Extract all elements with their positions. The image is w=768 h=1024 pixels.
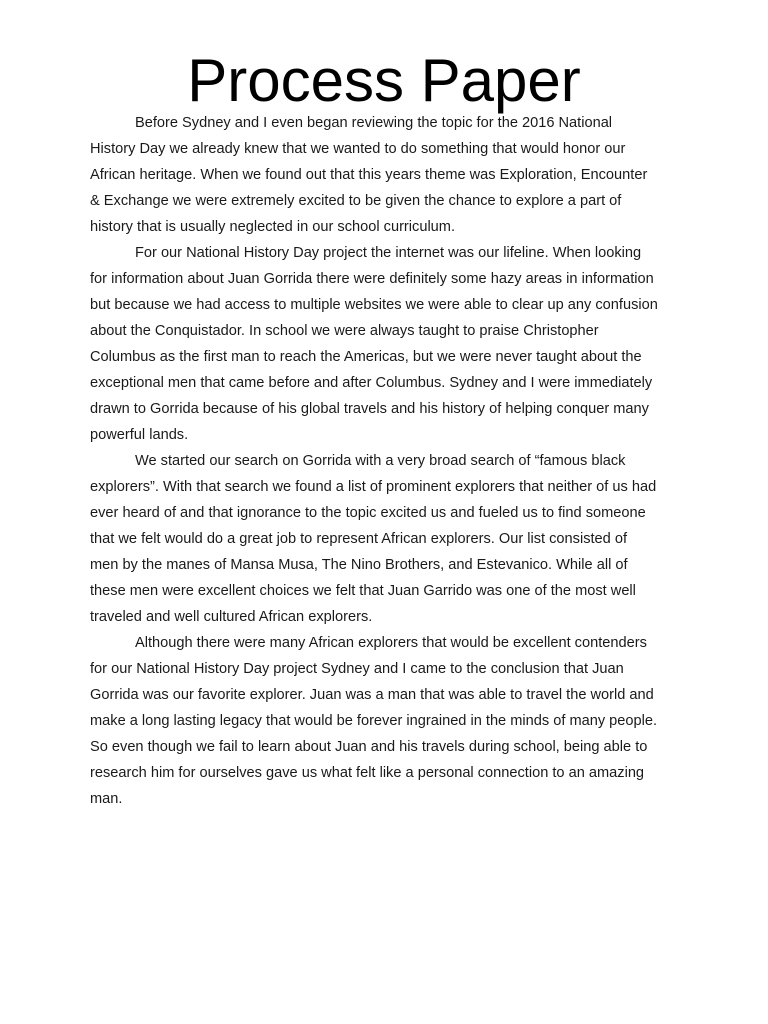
text-line: For our National History Day project the internet was our lifeline. When looking: [135, 245, 642, 261]
text-line: explorers”. With that search we found a list of prominent explorers that neither of us had: [90, 479, 657, 495]
text-line: Gorrida was our favorite explorer. Juan was a man that was able to travel the world and: [90, 687, 654, 703]
text-line: Although there were many African explorers that would be excellent contenders: [135, 635, 647, 651]
text-line: traveled and well cultured African explorers.: [90, 609, 373, 625]
text-line: Before Sydney and I even began reviewing the topic for the 2016 National: [135, 115, 613, 131]
text-line: that we felt would do a great job to represent African explorers. Our list consisted of: [90, 531, 628, 547]
text-line: man.: [90, 791, 123, 807]
text-line: African heritage. When we found out that this years theme was Exploration, Encounter: [90, 167, 648, 183]
text-line: So even though we fail to learn about Juan and his travels during school, being able to: [90, 739, 648, 755]
text-line: for our National History Day project Sydney and I came to the conclusion that Juan: [90, 661, 624, 677]
text-line: men by the manes of Mansa Musa, The Nino Brothers, and Estevanico. While all of: [90, 557, 628, 573]
text-line: & Exchange we were extremely excited to be given the chance to explore a part of: [90, 193, 622, 209]
text-line: for information about Juan Gorrida there were definitely some hazy areas in information: [90, 271, 654, 287]
document-title: Process Paper: [187, 47, 581, 114]
text-line: history that is usually neglected in our school curriculum.: [90, 219, 456, 235]
document-body: [90, 110, 710, 812]
text-line: but because we had access to multiple websites we were able to clear up any confusion: [90, 297, 658, 313]
text-line: make a long lasting legacy that would be forever ingrained in the minds of many people.: [90, 713, 658, 729]
text-line: exceptional men that came before and after Columbus. Sydney and I were immediately: [90, 375, 653, 391]
text-line: History Day we already knew that we wanted to do something that would honor our: [90, 141, 626, 157]
text-line: drawn to Gorrida because of his global travels and his history of helping conquer many: [90, 401, 649, 417]
text-line: about the Conquistador. In school we were always taught to praise Christopher: [90, 323, 599, 339]
text-line: Columbus as the first man to reach the Americas, but we were never taught about the: [90, 349, 642, 365]
text-line: powerful lands.: [90, 427, 189, 443]
text-line: ever heard of and that ignorance to the topic excited us and fueled us to find someone: [90, 505, 646, 521]
text-line: these men were excellent choices we felt that Juan Garrido was one of the most well: [90, 583, 636, 599]
text-line: research him for ourselves gave us what felt like a personal connection to an amazing: [90, 765, 645, 781]
text-line: We started our search on Gorrida with a very broad search of “famous black: [135, 453, 626, 469]
